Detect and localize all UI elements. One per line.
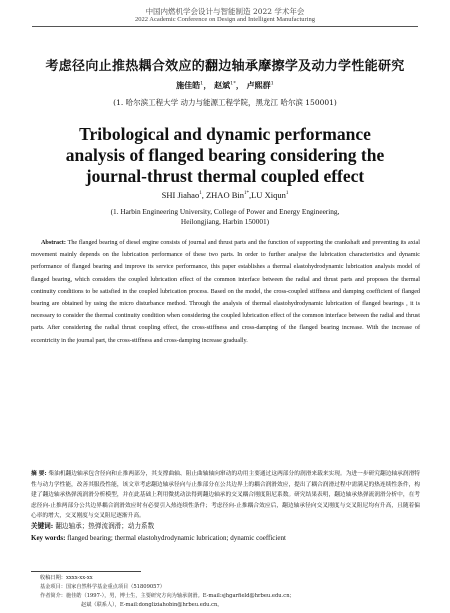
author-affil-mark: 1 bbox=[285, 191, 289, 197]
keywords-en bbox=[31, 534, 420, 542]
footnote-author-bio: 作者简介：施佳皓（1997-），男，博士生，主要研究方向为轴承润滑。E-mail:sjhgarfield@hrbeu.edu.cn； bbox=[40, 593, 295, 599]
keywords-cn-label: 关键词: bbox=[31, 522, 54, 530]
affiliation-en: (1. Harbin Engineering University, College of Power and Energy Engineering, Heilongjiang, Harbin 150001) bbox=[110, 207, 340, 226]
footnote-divider bbox=[31, 571, 141, 572]
author-name: 卢熙群 bbox=[246, 80, 271, 90]
author-affil-mark: 1* bbox=[243, 191, 249, 197]
header-divider bbox=[32, 26, 418, 27]
footnote-funding: 基金项目：国家自然科学基金重点项目（51809057） bbox=[40, 584, 165, 590]
abstract-en-text: The flanged bearing of diesel engine consists of journal and thrust parts and the function of supporting the crankshaft and preventing its axial movement mainly depends on the lubrication performance of these two parts. In order to further analyse the lubrication characteristics and dynamic performance of flanged bearing and improve its service performance, this paper establishes a thermal elastohydrodynamic lubrication analysis model of flanged bearing, which considers the coupled lubrication effect of the common interface between the radial and thrust parts and proposes the thermal continuity conditions to be satisfied in the coupled lubrication process. Based on the model, the cross-coupled stiffness and damping coefficient of flanged bearing are obtained by using the micro disturbance method. Through the analysis of thermal elastohydrodynamic lubrication of flanged bearings , it is necessary to consider the thermal continuity condition when considering the coupled lubrication effect of the common interface between the radial and thrust parts. After considering the radial thrust coupling effect, the cross-stiffness and cross-damping of the flanged bearing increase. With the increase of eccentricity in the journal part, the cross-stiffness and cross-damping increase gradually. bbox=[31, 240, 420, 344]
author-name: 施佳皓 bbox=[176, 80, 201, 90]
paper-title-en: Tribological and dynamic performance analysis of flanged bearing considering the journal-thrust thermal coupled effect bbox=[65, 124, 385, 186]
abstract-cn-text: 柴油机翻边轴承包含径向和止推两部分，其支撑曲轴、阻止曲轴轴向窜动的功用主要通过这两部分的润滑来载来实现。为进一步研究翻边轴承润滑特性与动力学性能，改善其服役性能，该文章考虑翻边轴承径向与止推部分在公共边界上的耦合润滑效应，提出了耦合润滑过程中需满足的热连续性条件，构建了翻边轴承热弹流润滑分析模型，并在此基础上利用微扰动法得到翻边轴承的交叉耦合刚度阻尼系数。研究结果表明，翻边轴承热弹流润滑分析中，在考虑径向-止推两部分公共边界耦合润滑效应时有必要引入热连续性条件；考虑径向-止推耦合效应后，翻边轴承径向交叉刚度与交叉阻尼均有升高，且随着偏心率的增大，交叉刚度与交叉阻尼逐渐升高。 bbox=[31, 471, 420, 520]
footnote-contact: 赵斌（联系人），E-mail:dongliziahobin@hrbeu.edu.cn。 bbox=[81, 602, 223, 608]
keywords-en-text: flanged bearing; thermal elastohydrodynamic lubrication; dynamic coefficient bbox=[67, 534, 286, 542]
abstract-en bbox=[31, 237, 420, 347]
author-affil-mark: 1* bbox=[230, 80, 236, 87]
author-list-en: SHI Jiahao$^1$, ZHAO Bin$^{1*}$,LU Xiqun$^1$ bbox=[161, 190, 289, 200]
author-affil-mark: 1 bbox=[199, 191, 202, 197]
keywords-cn-text: 翻边轴承；热弹流润滑；动力系数 bbox=[55, 522, 155, 530]
abstract-en-label: Abstract: bbox=[41, 240, 66, 246]
author-name: LU Xiqun bbox=[251, 190, 286, 200]
author-list-cn: 施佳皓$^1$， 赵斌$^{1*}$， 卢熙群$^1$ bbox=[176, 80, 274, 90]
author-affil-mark: 1 bbox=[270, 80, 274, 87]
affiliation-cn: (1. 哈尔滨工程大学 动力与能源工程学院，黑龙江 哈尔滨 150001) bbox=[113, 98, 337, 107]
conference-header-cn: 中国内燃机学会设计与智能制造 2022 学术年会 bbox=[145, 7, 305, 16]
author-name: ZHAO Bin bbox=[205, 190, 244, 200]
paper-title-cn: 考虑径向止推热耦合效应的翻边轴承摩擦学及动力学性能研究 bbox=[45, 59, 405, 74]
abstract-cn-label: 摘 要: bbox=[31, 471, 47, 477]
conference-header-en: 2022 Academic Conference on Design and Intelligent Manufacturing bbox=[135, 16, 315, 23]
footnote-received-date: 收稿日期：xxxx-xx-xx bbox=[40, 575, 93, 581]
author-affil-mark: 1 bbox=[200, 80, 204, 87]
author-name: 赵斌 bbox=[214, 80, 231, 90]
keywords-en-label: Key words: bbox=[31, 534, 66, 542]
author-name: SHI Jiahao bbox=[161, 190, 200, 200]
abstract-cn bbox=[31, 469, 420, 522]
keywords-cn bbox=[31, 520, 420, 530]
